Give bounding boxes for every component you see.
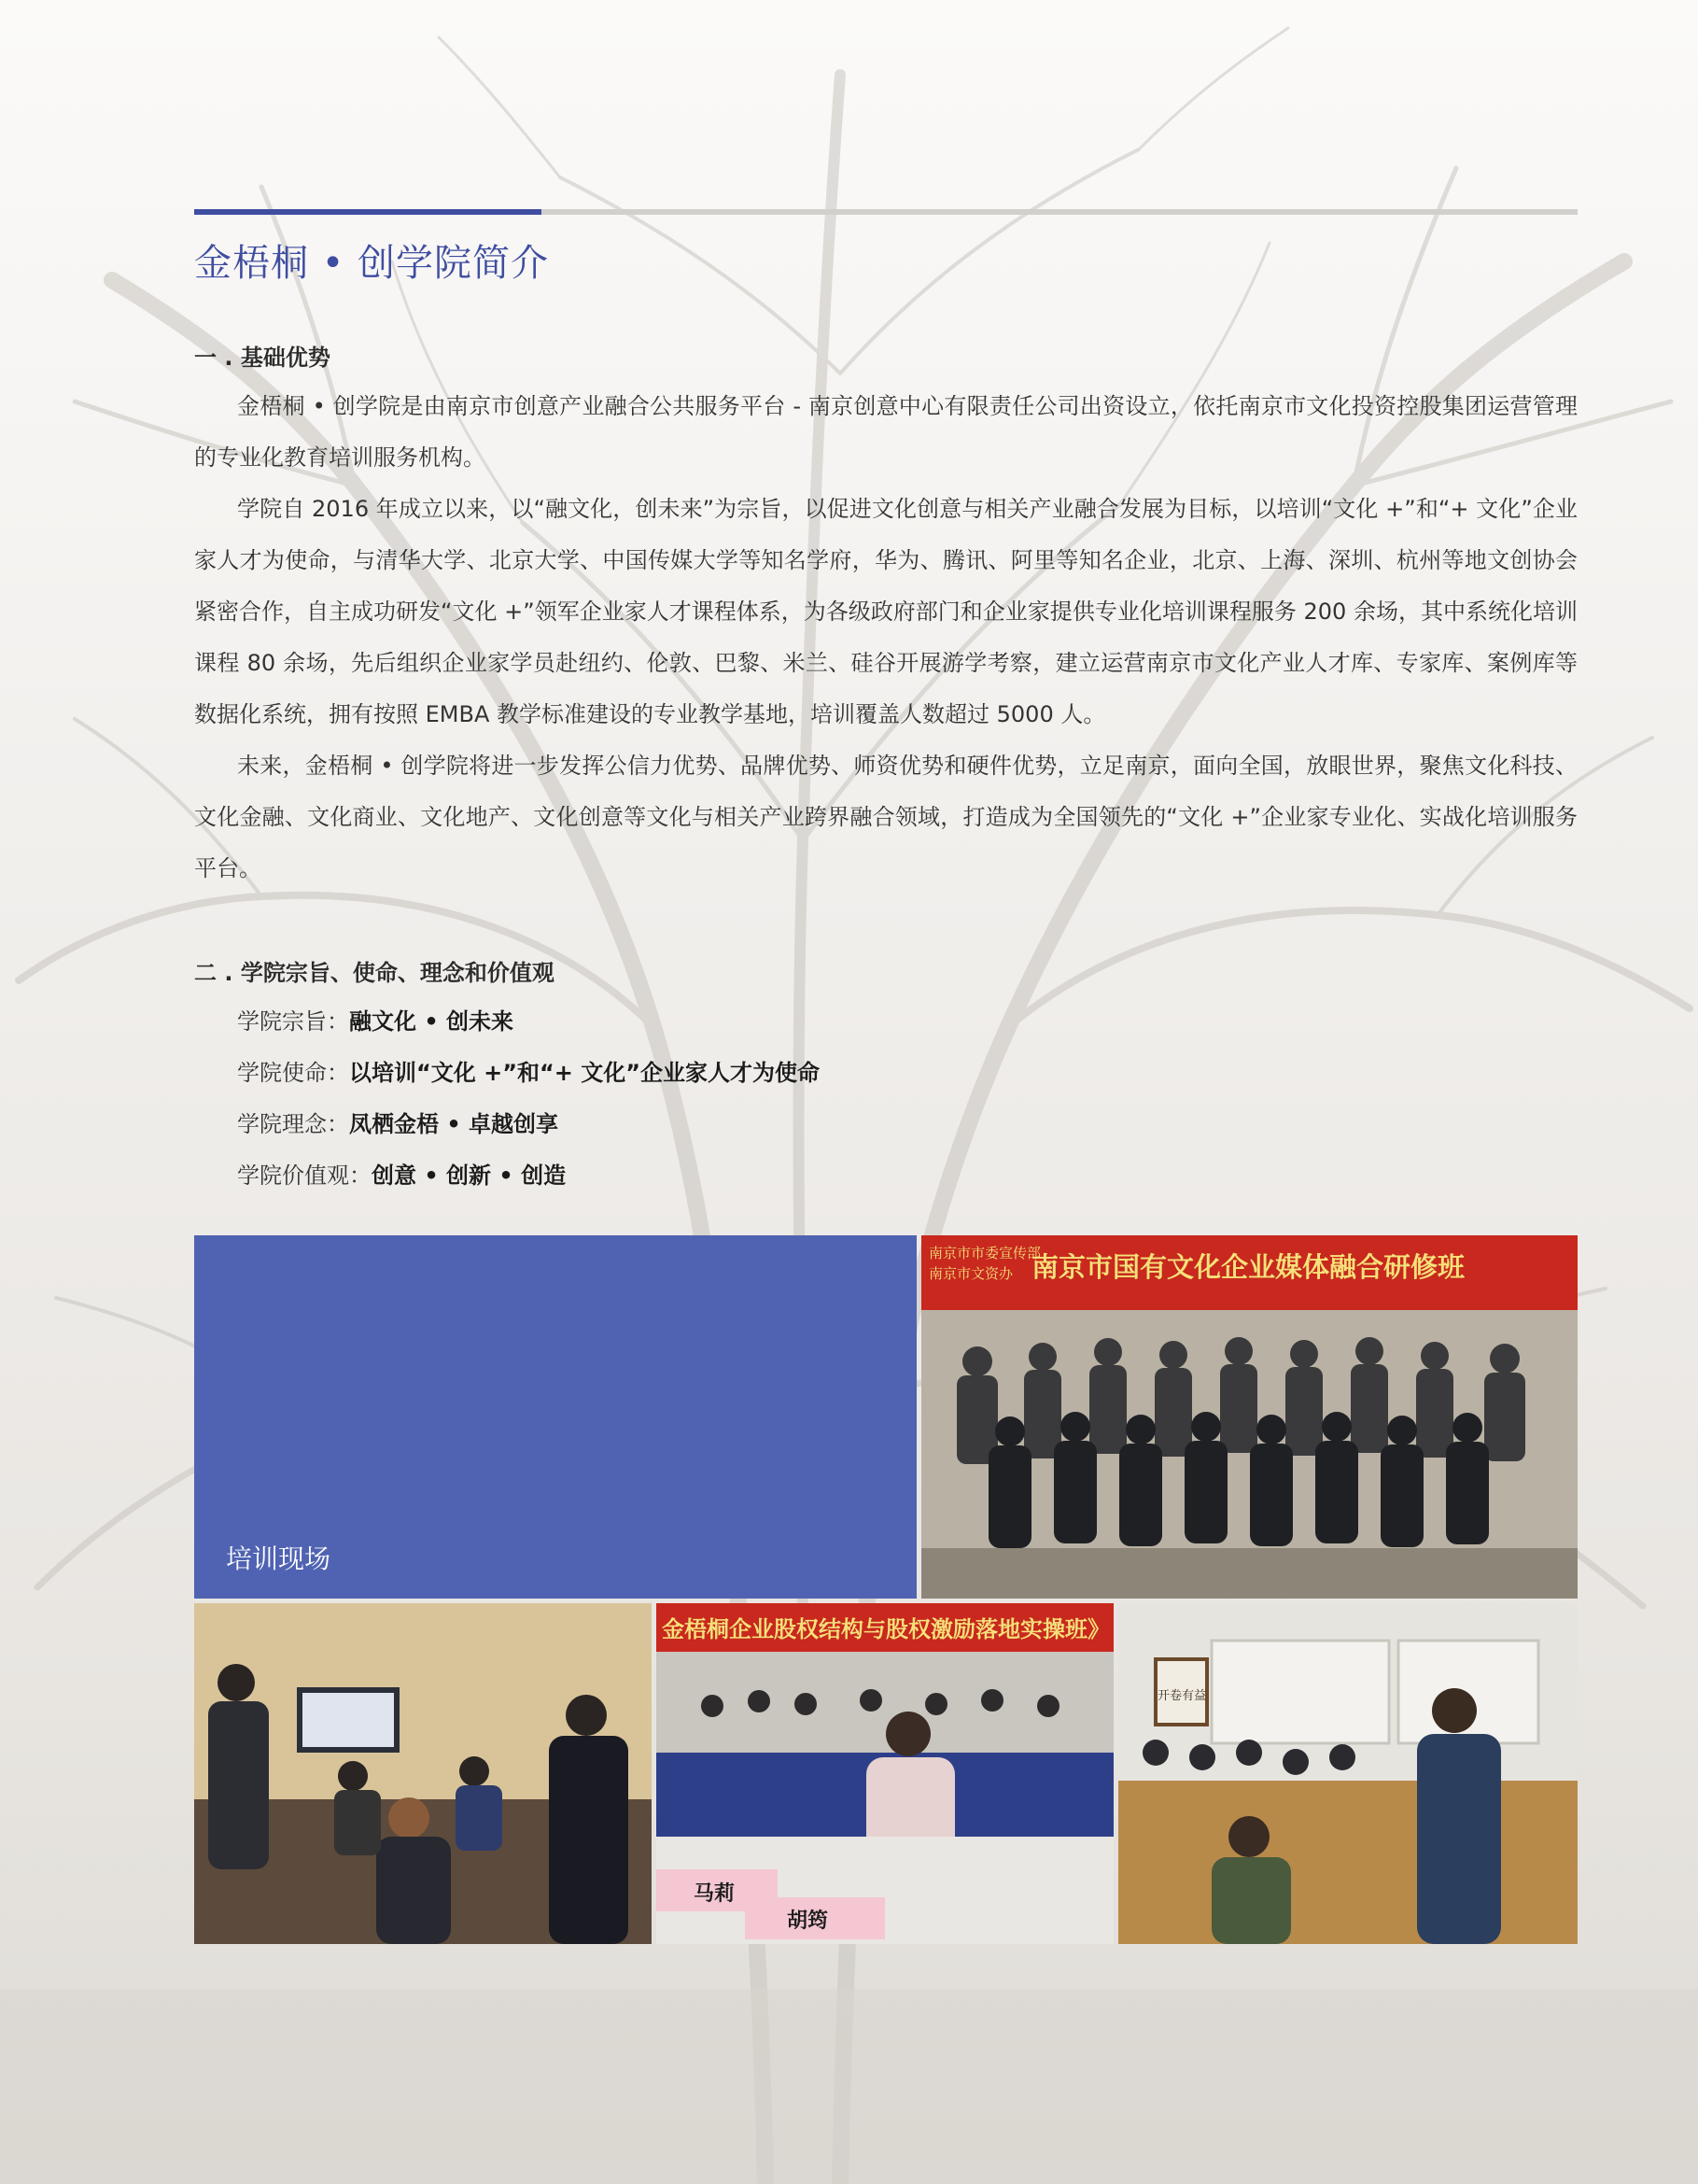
gallery-label: 培训现场	[226, 1543, 331, 1574]
value-text: 融文化 • 创未来	[349, 1008, 514, 1035]
value-text: 创意 • 创新 • 创造	[372, 1162, 567, 1189]
group-photo	[921, 1235, 1578, 1599]
name-card-2-text: 胡筠	[787, 1909, 829, 1933]
training-gallery	[194, 1235, 1578, 1944]
classroom-banner-text: 金梧桐企业股权结构与股权激励落地实操班》	[662, 1616, 1110, 1642]
banner-left-line1: 南京市市委宣传部	[929, 1245, 1042, 1261]
calligraphy-text: 开卷有益	[1158, 1689, 1207, 1703]
section-heading-mission: 二 . 学院宗旨、使命、理念和价值观	[194, 960, 554, 986]
section-heading-advantages: 一 . 基础优势	[194, 345, 330, 371]
value-row-mission	[237, 1048, 820, 1099]
paragraph-future: 未来，金梧桐 • 创学院将进一步发挥公信力优势、品牌优势、师资优势和硬件优势，立足南京，面向全国，放眼世界，聚焦文化科技、文化金融、文化商业、文化地产、文化创意等文化与相关产业跨界融合领域，打造成为全国领先的“文化 +”企业家专业化、实战化培训服务平台。	[194, 753, 1578, 881]
classroom-photo-2	[656, 1603, 1114, 1944]
values-list	[237, 996, 820, 1202]
value-label: 学院理念：	[237, 1111, 349, 1137]
name-card-1-text: 马莉	[694, 1882, 736, 1906]
paragraph-intro: 金梧桐 • 创学院是由南京市创意产业融合公共服务平台 - 南京创意中心有限责任公司出资设立，依托南京市文化投资控股集团运营管理的专业化教育培训服务机构。	[194, 393, 1578, 471]
paragraph-history: 学院自 2016 年成立以来，以“融文化，创未来”为宗旨，以促进文化创意与相关产业融合发展为目标，以培训“文化 +”和“+ 文化”企业家人才为使命，与清华大学、北京大学、中国传媒大学等知名学府，华为、腾讯、阿里等知名企业，北京、上海、深圳、杭州等地文创协会紧密合作，自主成功研发“文化 +”领军企业家人才课程体系，为各级政府部门和企业家提供专业化培训课程服务 200 余场，其中系统化培训课程 80 余场，先后组织企业家学员赴纽约、伦敦、巴黎、米兰、硅谷开展游学考察，建立运营南京市文化产业人才库、专家库、案例库等数据化系统，拥有按照 EMBA 教学标准建设的专业教学基地，培训覆盖人数超过 5000 人。	[194, 496, 1578, 727]
value-row-purpose	[237, 996, 820, 1048]
classroom-photo-3	[1118, 1603, 1578, 1944]
value-label: 学院使命：	[237, 1060, 349, 1086]
gallery-label-panel	[194, 1235, 917, 1599]
classroom-photo-1	[194, 1603, 652, 1944]
value-label: 学院宗旨：	[237, 1008, 349, 1035]
value-text: 以培训“文化 +”和“+ 文化”企业家人才为使命	[349, 1060, 821, 1086]
page-title: 金梧桐 • 创学院简介	[194, 242, 550, 285]
title-rule-accent	[194, 209, 541, 215]
value-label: 学院价值观：	[237, 1162, 372, 1189]
value-text: 凤栖金梧 • 卓越创享	[349, 1111, 559, 1137]
value-row-philosophy	[237, 1099, 820, 1150]
value-row-values	[237, 1150, 820, 1202]
banner-left-line2: 南京市文资办	[929, 1265, 1014, 1282]
title-rule	[194, 209, 1578, 215]
banner-title: 南京市国有文化企业媒体融合研修班	[1031, 1251, 1466, 1283]
